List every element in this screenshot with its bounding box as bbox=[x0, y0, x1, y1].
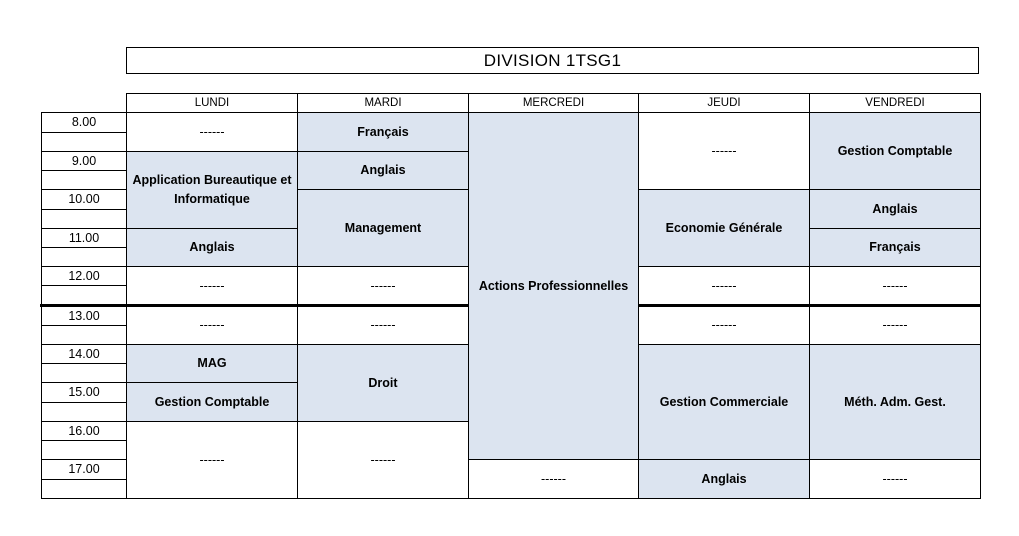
time-label: 12.00 bbox=[41, 266, 127, 286]
mardi-slot-empty: ------ bbox=[297, 421, 469, 499]
vendredi-course-meth-adm-gest: Méth. Adm. Gest. bbox=[809, 344, 981, 460]
time-label: 13.00 bbox=[41, 306, 127, 326]
time-label: 8.00 bbox=[41, 112, 127, 133]
jeudi-slot-empty: ------ bbox=[638, 306, 810, 345]
time-half-row bbox=[41, 209, 127, 229]
mardi-course-francais: Français bbox=[297, 112, 469, 152]
vendredi-course-gestion-comptable: Gestion Comptable bbox=[809, 112, 981, 190]
time-label: 14.00 bbox=[41, 344, 127, 364]
jeudi-course-gestion-commerciale: Gestion Commerciale bbox=[638, 344, 810, 460]
time-label: 9.00 bbox=[41, 151, 127, 171]
jeudi-slot-empty: ------ bbox=[638, 112, 810, 190]
vendredi-course-anglais: Anglais bbox=[809, 189, 981, 229]
vendredi-slot-empty: ------ bbox=[809, 306, 981, 345]
time-label: 10.00 bbox=[41, 189, 127, 210]
jeudi-course-economie-generale: Economie Générale bbox=[638, 189, 810, 267]
mardi-course-management: Management bbox=[297, 189, 469, 267]
time-half-row bbox=[41, 402, 127, 422]
time-label: 17.00 bbox=[41, 459, 127, 480]
lunch-break-divider bbox=[638, 304, 981, 307]
vendredi-course-francais: Français bbox=[809, 228, 981, 267]
lundi-slot-empty: ------ bbox=[126, 112, 298, 152]
time-label: 16.00 bbox=[41, 421, 127, 441]
time-half-row bbox=[41, 170, 127, 190]
vendredi-slot-empty: ------ bbox=[809, 459, 981, 499]
time-label: 11.00 bbox=[41, 228, 127, 248]
header-jeudi: JEUDI bbox=[638, 93, 810, 113]
mardi-course-anglais: Anglais bbox=[297, 151, 469, 190]
time-half-row bbox=[41, 285, 127, 306]
time-label: 15.00 bbox=[41, 382, 127, 403]
header-lundi: LUNDI bbox=[126, 93, 298, 113]
mardi-slot-empty: ------ bbox=[297, 266, 469, 306]
lunch-break-divider bbox=[40, 304, 469, 307]
time-half-row bbox=[41, 363, 127, 383]
header-mercredi: MERCREDI bbox=[468, 93, 639, 113]
mercredi-course-actions-professionnelles: Actions Professionnelles bbox=[468, 112, 639, 460]
mercredi-slot-empty: ------ bbox=[468, 459, 639, 499]
division-title: DIVISION 1TSG1 bbox=[126, 47, 979, 74]
lundi-slot-empty: ------ bbox=[126, 421, 298, 499]
header-mardi: MARDI bbox=[297, 93, 469, 113]
mardi-slot-empty: ------ bbox=[297, 306, 469, 345]
time-half-row bbox=[41, 479, 127, 499]
time-half-row bbox=[41, 325, 127, 345]
mardi-course-droit: Droit bbox=[297, 344, 469, 422]
header-vendredi: VENDREDI bbox=[809, 93, 981, 113]
lundi-course-bureautique: Application Bureautique et Informatique bbox=[126, 151, 298, 229]
time-half-row bbox=[41, 132, 127, 152]
vendredi-slot-empty: ------ bbox=[809, 266, 981, 306]
lundi-slot-empty: ------ bbox=[126, 306, 298, 345]
jeudi-slot-empty: ------ bbox=[638, 266, 810, 306]
time-half-row bbox=[41, 247, 127, 267]
jeudi-course-anglais: Anglais bbox=[638, 459, 810, 499]
lundi-course-anglais: Anglais bbox=[126, 228, 298, 267]
lundi-course-gestion-comptable: Gestion Comptable bbox=[126, 382, 298, 422]
lundi-course-mag: MAG bbox=[126, 344, 298, 383]
lundi-slot-empty: ------ bbox=[126, 266, 298, 306]
time-half-row bbox=[41, 440, 127, 460]
